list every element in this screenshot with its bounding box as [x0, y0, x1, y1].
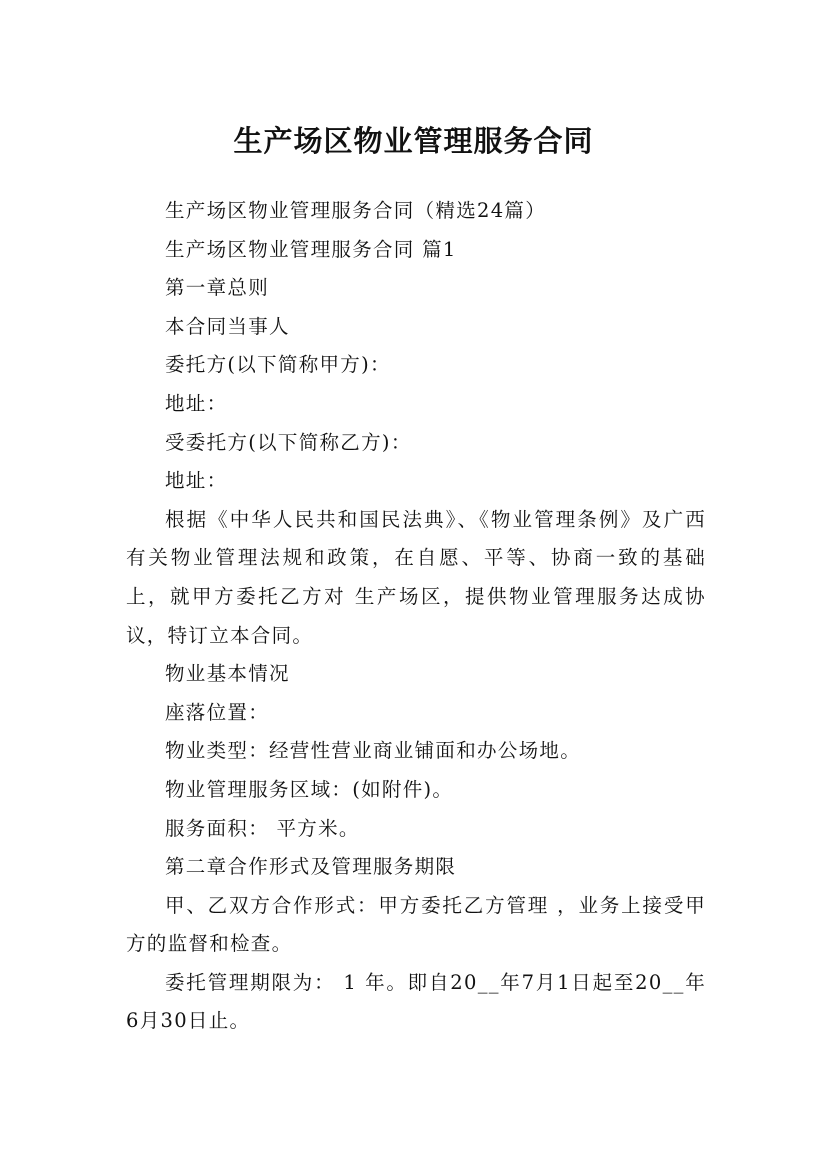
- paragraph-party-a: 委托方(以下简称甲方)：: [165, 353, 391, 377]
- paragraph-property-info: 物业基本情况: [165, 662, 290, 686]
- paragraph-location: 座落位置：: [165, 700, 270, 724]
- paragraph-party-b: 受委托方(以下简称乙方)：: [165, 430, 412, 454]
- paragraph-property-type: 物业类型：经营性营业商业铺面和办公场地。: [165, 739, 582, 763]
- paragraph-parties: 本合同当事人: [165, 314, 290, 338]
- paragraph-chapter-1: 第一章总则: [165, 276, 270, 300]
- paragraph-party-a-address: 地址：: [165, 391, 228, 415]
- paragraph-chapter-2: 第二章合作形式及管理服务期限: [165, 855, 457, 879]
- paragraph-party-b-address: 地址：: [165, 469, 228, 493]
- paragraph-subtitle: 生产场区物业管理服务合同（精选24篇）: [165, 199, 547, 222]
- paragraph-section-heading: 生产场区物业管理服务合同 篇1: [165, 237, 457, 261]
- document-title: 生产场区物业管理服务合同: [233, 124, 594, 159]
- paragraph-service-area: 物业管理服务区域：(如附件)。: [165, 777, 454, 801]
- document-body: [126, 192, 706, 1041]
- paragraph-term: 委托管理期限为： 1 年。即自20__年7月1日起至20__年6月30日止。: [126, 970, 706, 1033]
- paragraph-basis: 根据《中华人民共和国民法典》、《物业管理条例》及广西有关物业管理法规和政策，在自愿、平等、协商一致的基础上，就甲方委托乙方对 生产场区，提供物业管理服务达成协议，特订立本合同。: [126, 507, 706, 647]
- paragraph-cooperation: 甲、乙双方合作形式：甲方委托乙方管理 ，业务上接受甲方的监督和检查。: [126, 893, 706, 956]
- paragraph-service-size: 服务面积： 平方米。: [165, 816, 360, 840]
